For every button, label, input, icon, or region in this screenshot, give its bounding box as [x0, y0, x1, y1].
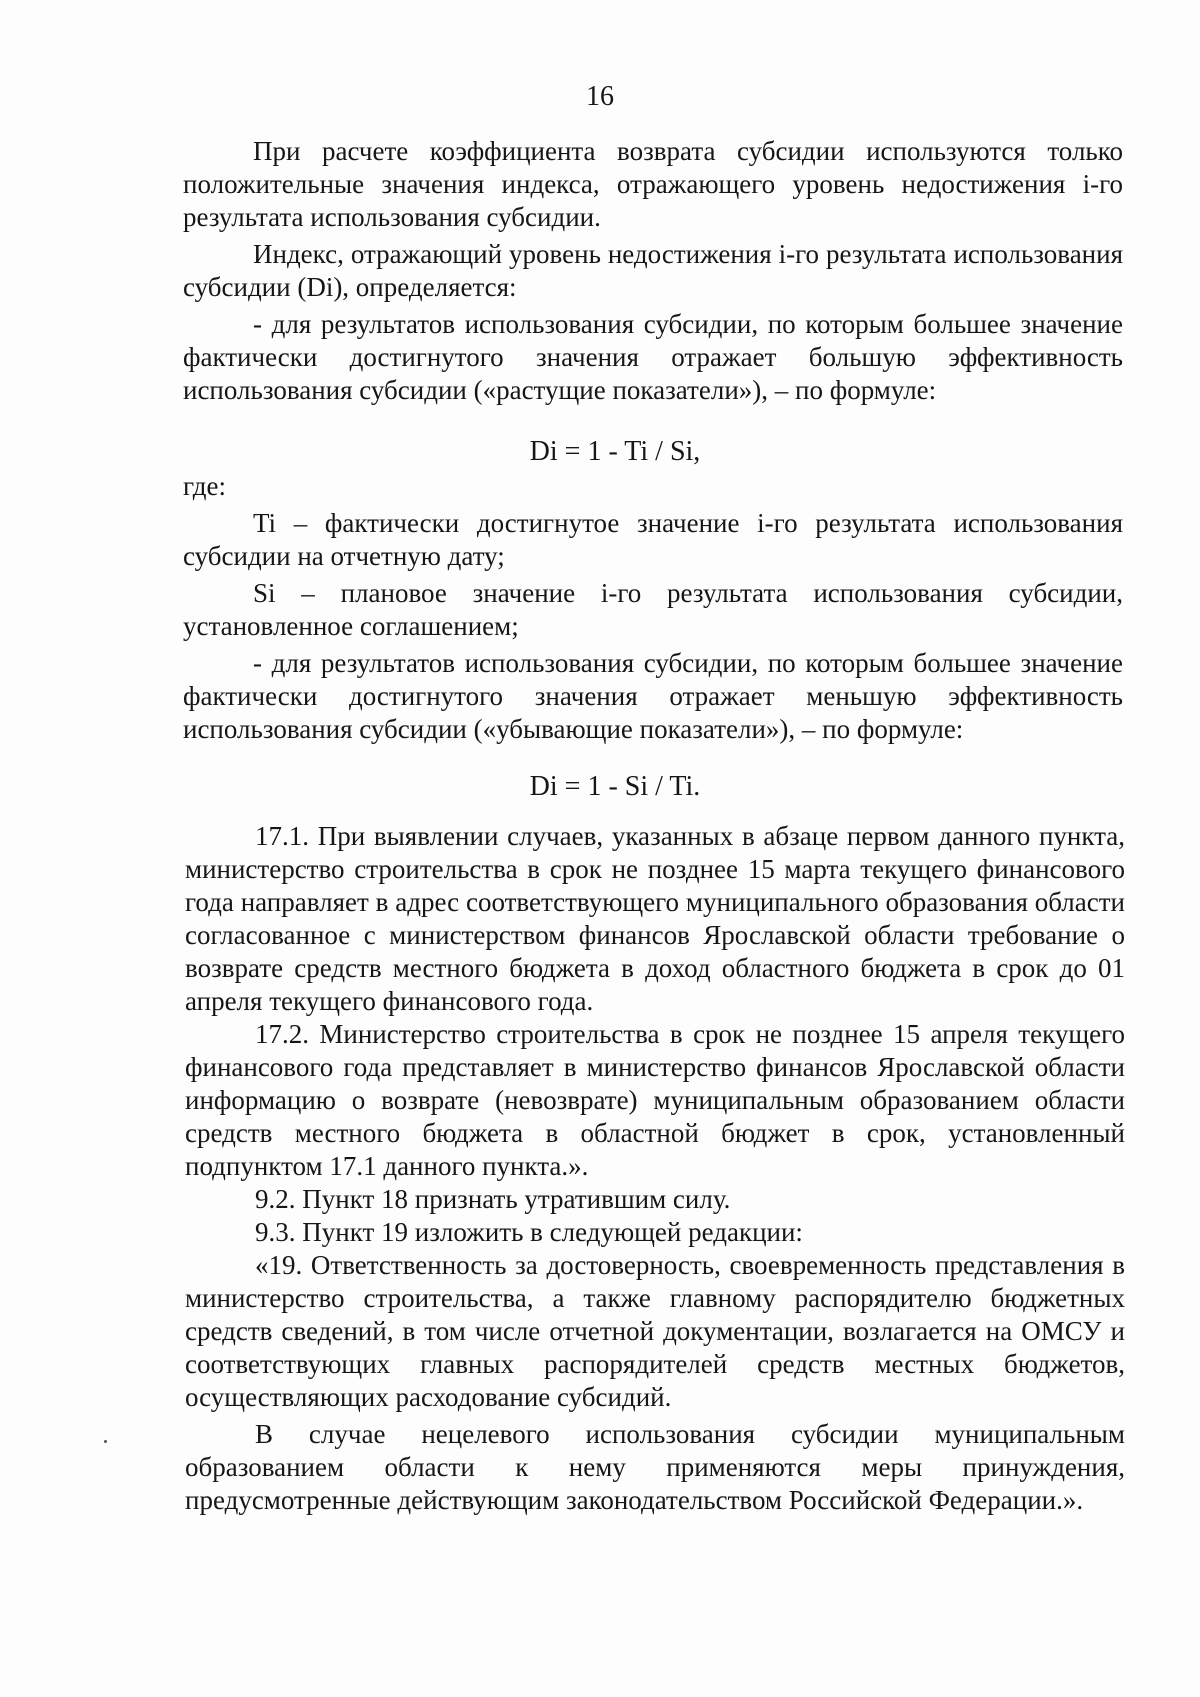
formula-decreasing: Di = 1 - Si / Ti.	[529, 771, 701, 802]
paragraph-growing-indicators: - для результатов использования субсидии, по которым большее значение фактически достигнутого значения отражает большую эффективность использования субсидии («растущие показатели»), – по формуле:	[183, 309, 1123, 405]
paragraph-9-3: 9.3. Пункт 19 изложить в следующей редакции:	[255, 1217, 803, 1247]
paragraph-9-2: 9.2. Пункт 18 признать утратившим силу.	[255, 1184, 731, 1214]
paragraph-positive-index: При расчете коэффициента возврата субсидии используются только положительные значения индекса, отражающего уровень недостижения i-го результата использования субсидии.	[183, 136, 1123, 232]
page-number: 16	[586, 81, 614, 112]
paragraph-ti-definition: Ti – фактически достигнутое значение i-го результата использования субсидии на отчетную дату;	[183, 508, 1123, 571]
paragraph-19: «19. Ответственность за достоверность, своевременность представления в министерство строительства, а также главному распорядителю бюджетных средств сведений, в том числе отчетной документации, возлагается на ОМСУ и соответствующих главных распорядителей средств местных бюджетов, осуществляющих расходование субсидий.	[185, 1250, 1125, 1412]
paragraph-index-definition: Индекс, отражающий уровень недостижения i-го результата использования субсидии (Di), определяется:	[183, 239, 1123, 302]
where-label: где:	[183, 471, 226, 501]
section-a	[183, 135, 1123, 407]
paragraph-misuse: В случае нецелевого использования субсидии муниципальным образованием области к нему применяются меры принуждения, предусмотренные действующим законодательством Российской Федерации.».	[185, 1419, 1125, 1515]
section-b	[183, 470, 1123, 746]
scan-speck	[104, 1440, 107, 1443]
paragraph-decreasing-indicators: - для результатов использования субсидии, по которым большее значение фактически достигнутого значения отражает меньшую эффективность использования субсидии («убывающие показатели»), – по формуле:	[183, 648, 1123, 744]
section-c	[185, 820, 1125, 1517]
formula-growing: Di = 1 - Ti / Si,	[529, 436, 701, 467]
paragraph-17-1: 17.1. При выявлении случаев, указанных в абзаце первом данного пункта, министерство строительства в срок не позднее 15 марта текущего финансового года направляет в адрес соответствующего муниципального образования области согласованное с министерством финансов Ярославской области требование о возврате средств местного бюджета в доход областного бюджета в срок до 01 апреля текущего финансового года.	[185, 821, 1125, 1016]
paragraph-17-2: 17.2. Министерство строительства в срок не позднее 15 апреля текущего финансового года представляет в министерство финансов Ярославской области информацию о возврате (невозврате) муниципальным образованием области средств местного бюджета в областной бюджет в срок, установленный подпунктом 17.1 данного пункта.».	[185, 1019, 1125, 1181]
paragraph-si-definition: Si – плановое значение i-го результата использования субсидии, установленное соглашением;	[183, 578, 1123, 641]
